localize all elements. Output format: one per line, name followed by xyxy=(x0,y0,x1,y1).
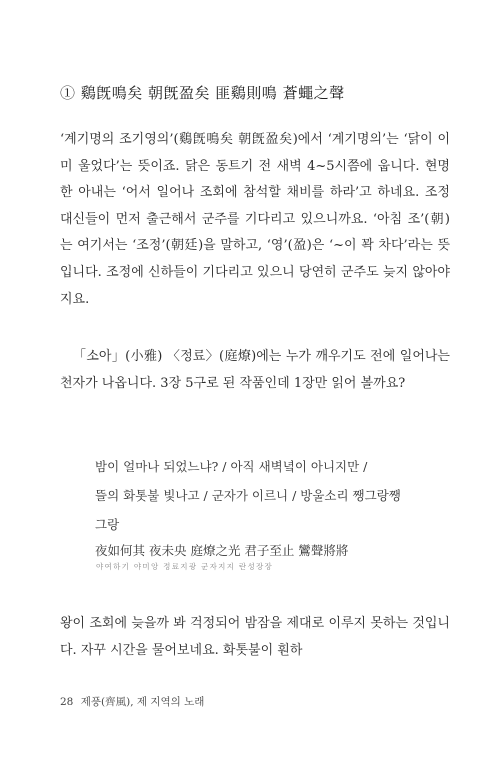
verse-hanzi: 夜如何其 夜未央 庭燎之光 君子至止 鸞聲將將 xyxy=(95,543,349,558)
section-heading: ① 鷄旣鳴矣 朝旣盈矣 匪鷄則鳴 蒼蠅之聲 xyxy=(60,84,345,102)
verse-reading: 야여하기 야미앙 정료지광 군자지지 란성장장 xyxy=(96,562,274,571)
paragraph-1: ‘계기명의 조기영의’(鷄旣鳴矣 朝旣盈矣)에서 ‘계기명의’는 ‘닭이 이미 울었다’는 뜻이죠. 닭은 동트기 전 새벽 4~5시쯤에 웁니다. 현명한 아내는 ‘어서 일어나 조회에 참석할 채비를 하라’고 하네요. 조정 대신들이 먼저 출근해서 군주를 기다리고 있으니까요. ‘아침 조’(朝)는 여기서는 ‘조정’(朝廷)을 말하고, ‘영’(盈)은 ‘~이 꽉 차다’라는 뜻입니다. 조정에 신하들이 기다리고 있으니 당연히 군주도 늦지 않아야지요. xyxy=(60,132,450,307)
verse-line-2: 뜰의 화톳불 빛나고 / 군자가 이르니 / 방울소리 쨍그랑쨍 xyxy=(95,488,401,503)
verse-line-3: 그랑 xyxy=(95,517,120,532)
paragraph-2: 「소아」(小雅) 〈정료〉(庭燎)에는 누가 깨우기도 전에 일어나는 천자가 나옵니다. 3장 5구로 된 작품인데 1장만 읽어 볼까요? xyxy=(60,349,450,391)
section-title: 제풍(齊風), 제 지역의 노래 xyxy=(80,696,205,708)
page-number: 28 xyxy=(60,696,74,708)
paragraph-3: 왕이 조회에 늦을까 봐 걱정되어 밤잠을 제대로 이루지 못하는 것입니다. 자꾸 시간을 물어보네요. 화톳불이 훤하 xyxy=(60,616,450,658)
verse-line-1: 밤이 얼마나 되었느냐? / 아직 새벽녘이 아니지만 / xyxy=(95,459,368,474)
page-footer xyxy=(60,694,204,709)
